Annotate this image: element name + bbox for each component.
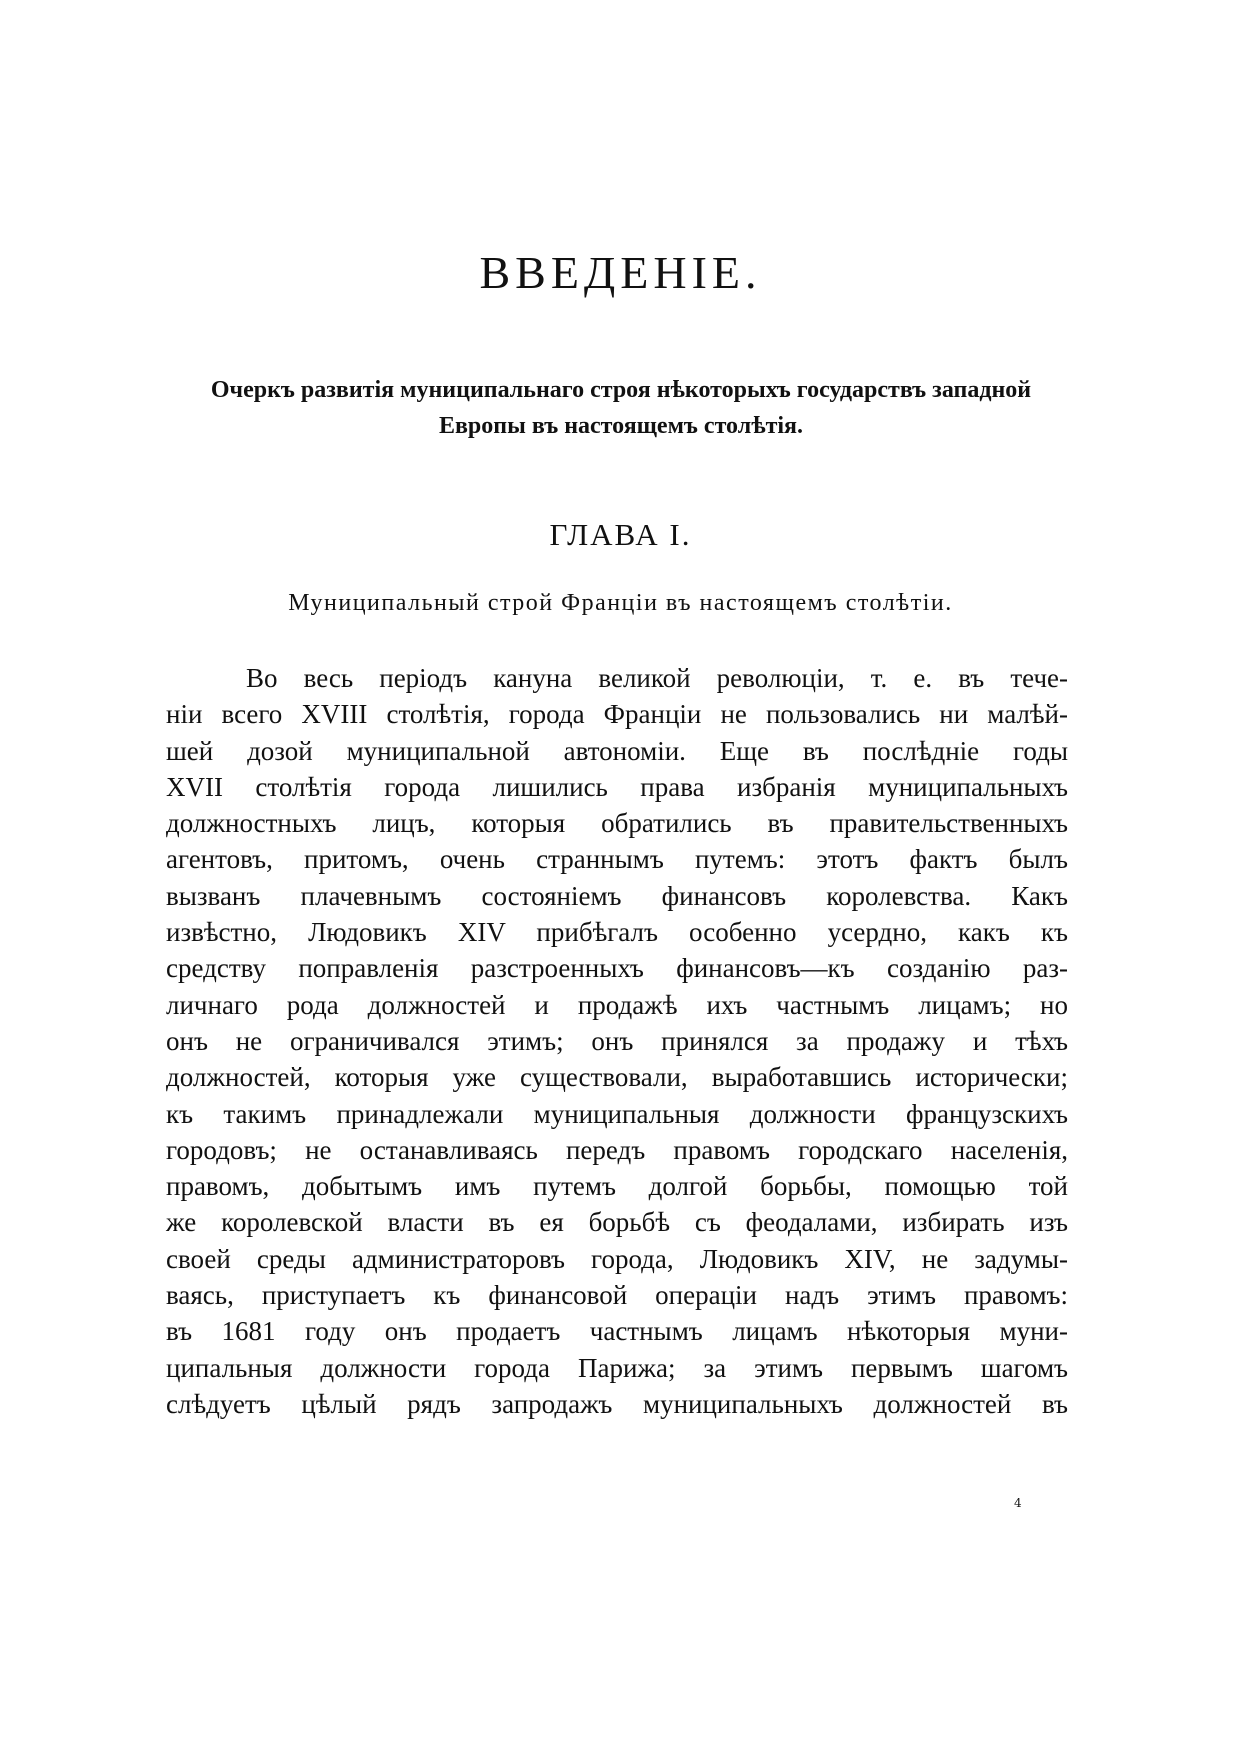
text-line: ципальныя должности города Парижа; за этимъ первымъ шагомъ xyxy=(166,1352,1068,1383)
text-line: городовъ; не останавливаясь передъ правомъ городскаго населенія, xyxy=(166,1134,1068,1165)
text-line: ніи всего XVIII столѣтія, города Франціи не пользовались ни малѣй- xyxy=(166,699,1068,730)
text-line: должностныхъ лицъ, которыя обратились въ правительственныхъ xyxy=(166,808,1068,839)
body-paragraph xyxy=(166,660,1068,1422)
text-line: Во весь періодъ кануна великой революціи, т. е. въ тече- xyxy=(246,663,1068,693)
text-line: ваясь, приступаетъ къ финансовой операціи надъ этимъ правомъ: xyxy=(166,1280,1068,1311)
subtitle-line: Очеркъ развитія муниципальнаго строя нѣкоторыхъ государствъ западной xyxy=(210,377,1032,403)
text-line: должностей, которыя уже существовали, выработавшись исторически; xyxy=(166,1062,1068,1093)
text-line: къ такимъ принадлежали муниципальныя должности французскихъ xyxy=(166,1098,1068,1129)
text-line: слѣдуетъ цѣлый рядъ запродажъ муниципальныхъ должностей въ xyxy=(166,1388,1068,1419)
text-line: агентовъ, притомъ, очень страннымъ путемъ: этотъ фактъ былъ xyxy=(166,844,1068,875)
text-line: XVII столѣтія города лишились права избранія муниципальныхъ xyxy=(166,771,1068,802)
footer-mark: 4 xyxy=(1014,1496,1022,1510)
text-line: шей дозой муниципальной автономіи. Еще въ послѣдніе годы xyxy=(166,735,1068,766)
text-line: личнаго рода должностей и продажѣ ихъ частнымъ лицамъ; но xyxy=(166,989,1068,1020)
text-line: извѣстно, Людовикъ XIV прибѣгалъ особенно усердно, какъ къ xyxy=(166,917,1068,948)
section-subtitle xyxy=(150,372,1092,444)
text-line: своей среды администраторовъ города, Людовикъ XIV, не задумы- xyxy=(166,1243,1068,1274)
chapter-number: ГЛАВА I. xyxy=(549,517,692,552)
text-line: онъ не ограничивался этимъ; онъ принялся за продажу и тѣхъ xyxy=(166,1025,1068,1056)
subtitle-line: Европы въ настоящемъ столѣтія. xyxy=(438,413,804,439)
chapter-title: Муниципальный строй Франціи въ настоящемъ столѣтіи. xyxy=(288,590,953,616)
text-line: правомъ, добытымъ имъ путемъ долгой борьбы, помощью той xyxy=(166,1171,1068,1202)
text-line: въ 1681 году онъ продаетъ частнымъ лицамъ нѣкоторыя муни- xyxy=(166,1316,1068,1347)
text-line: же королевской власти въ ея борьбѣ съ феодалами, избирать изъ xyxy=(166,1207,1068,1238)
text-line: средству поправленія разстроенныхъ финансовъ—къ созданію раз- xyxy=(166,953,1068,984)
text-line: вызванъ плачевнымъ состояніемъ финансовъ королевства. Какъ xyxy=(166,880,1068,911)
section-title: ВВЕДЕНІЕ. xyxy=(479,247,762,298)
